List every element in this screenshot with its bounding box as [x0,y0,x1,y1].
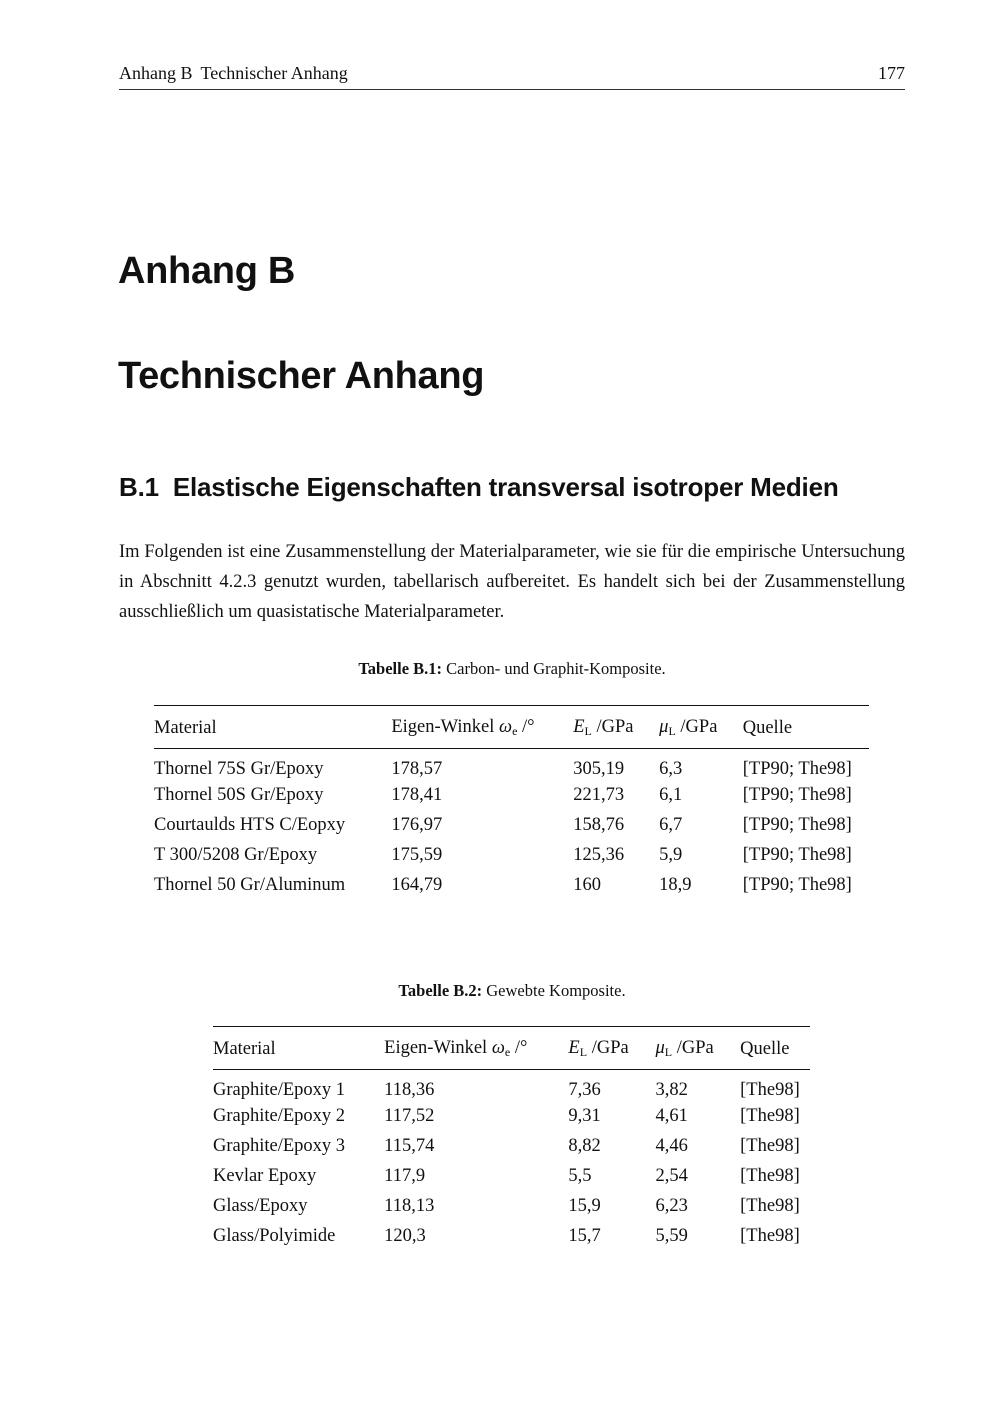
cell-source: [The98] [740,1105,800,1126]
running-header-chapter-title: Technischer Anhang [200,63,348,83]
section-title: Elastische Eigenschaften transversal isotroper Medien [172,472,839,502]
col-header-angle: Eigen-Winkel $\omega_e$ /° [391,717,535,738]
table-row [213,1131,810,1161]
col-header-source: Quelle [740,1038,790,1059]
cell-mu: 6,7 [659,814,683,835]
cell-el: 221,73 [573,784,625,805]
cell-el: 8,82 [568,1135,601,1156]
materials-table-woven [213,1026,810,1251]
table-row [213,1191,810,1221]
running-header-chapter [119,60,348,86]
cell-material: Graphite/Epoxy 1 [213,1080,346,1100]
cell-el: 7,36 [568,1080,601,1100]
table-row [213,1221,810,1251]
cell-el: 5,5 [568,1165,592,1186]
cell-angle: 118,36 [384,1080,435,1100]
running-header [119,60,905,90]
cell-source: [TP90; The98] [742,784,852,805]
cell-material: Graphite/Epoxy 3 [213,1135,346,1156]
table-row [213,1101,810,1131]
table-caption [12,980,1000,1002]
table-row [213,1161,810,1191]
cell-el: 160 [573,874,601,895]
col-header-angle: Eigen-Winkel $\omega_e$ /° [384,1038,528,1059]
section-heading [119,472,839,503]
cell-angle: 118,13 [384,1195,435,1216]
cell-source: [The98] [740,1080,800,1100]
cell-angle: 117,52 [384,1105,435,1126]
table-caption [12,658,1000,680]
cell-mu: 6,3 [659,759,683,779]
cell-mu: 3,82 [655,1080,688,1100]
col-header-material: Material [213,1038,276,1059]
materials-table-carbon [154,705,869,900]
cell-mu: 6,23 [655,1195,688,1216]
cell-el: 15,9 [568,1195,601,1216]
table-row [213,1070,810,1102]
cell-material: Thornel 50S Gr/Epoxy [154,784,324,805]
running-header-chapter-ref: Anhang B [119,63,193,83]
cell-source: [TP90; The98] [742,759,852,779]
cell-material: Glass/Epoxy [213,1195,308,1216]
cell-el: 9,31 [568,1105,601,1126]
cell-mu: 4,46 [655,1135,688,1156]
table-caption-label: Tabelle B.1: [358,659,443,678]
cell-source: [TP90; The98] [742,844,852,865]
col-header-mu: $\mu_L$ /GPa [659,717,718,738]
cell-mu: 6,1 [659,784,683,805]
table-caption-text: Gewebte Komposite. [482,981,626,1000]
chapter-label: Anhang B [118,250,296,292]
cell-material: Glass/Polyimide [213,1225,336,1246]
cell-mu: 5,9 [659,844,683,865]
table-header-row [154,706,869,749]
page-number: 177 [878,63,905,83]
table-row [154,810,869,840]
col-header-el: $E_L$ /GPa [573,717,634,738]
col-header-el: $E_L$ /GPa [568,1038,629,1059]
cell-angle: 117,9 [384,1165,426,1186]
table-row [154,870,869,900]
section-number: B.1 [119,472,159,502]
table-caption-text: Carbon- und Graphit-Komposite. [442,659,666,678]
cell-material: Kevlar Epoxy [213,1165,317,1186]
cell-angle: 164,79 [391,874,443,895]
cell-mu: 2,54 [655,1165,688,1186]
cell-source: [The98] [740,1135,800,1156]
cell-material: Courtaulds HTS C/Eopxy [154,814,346,835]
cell-mu: 5,59 [655,1225,688,1246]
cell-el: 125,36 [573,844,625,865]
table-header-row [213,1027,810,1070]
cell-el: 305,19 [573,759,625,779]
col-header-source: Quelle [742,717,793,738]
col-header-material: Material [154,717,217,738]
cell-angle: 178,41 [391,784,443,805]
cell-angle: 115,74 [384,1135,435,1156]
table-row [154,749,869,781]
table-caption-label: Tabelle B.2: [398,981,483,1000]
col-header-mu: $\mu_L$ /GPa [655,1038,714,1059]
table-row [154,840,869,870]
cell-mu: 4,61 [655,1105,688,1126]
cell-source: [TP90; The98] [742,874,852,895]
cell-source: [The98] [740,1195,800,1216]
cell-material: Thornel 50 Gr/Aluminum [154,874,346,895]
chapter-title: Technischer Anhang [118,355,485,397]
cell-mu: 18,9 [659,874,692,895]
cell-material: T 300/5208 Gr/Epoxy [154,844,318,865]
cell-el: 158,76 [573,814,625,835]
cell-source: [The98] [740,1165,800,1186]
cell-source: [The98] [740,1225,800,1246]
cell-source: [TP90; The98] [742,814,852,835]
cell-el: 15,7 [568,1225,601,1246]
cell-angle: 176,97 [391,814,443,835]
cell-material: Graphite/Epoxy 2 [213,1105,346,1126]
cell-angle: 178,57 [391,759,443,779]
cell-angle: 120,3 [384,1225,426,1246]
cell-angle: 175,59 [391,844,443,865]
intro-paragraph: Im Folgenden ist eine Zusammenstellung der Materialparameter, wie sie für die empirische Untersuchung in Abschnitt 4.2.3 genutzt wurden, tabellarisch aufbereitet. Es handelt sich bei der Zusammenstellung ausschließlich um quasistatische Materialparameter. [119,542,905,622]
cell-material: Thornel 75S Gr/Epoxy [154,759,324,779]
table-row [154,780,869,810]
